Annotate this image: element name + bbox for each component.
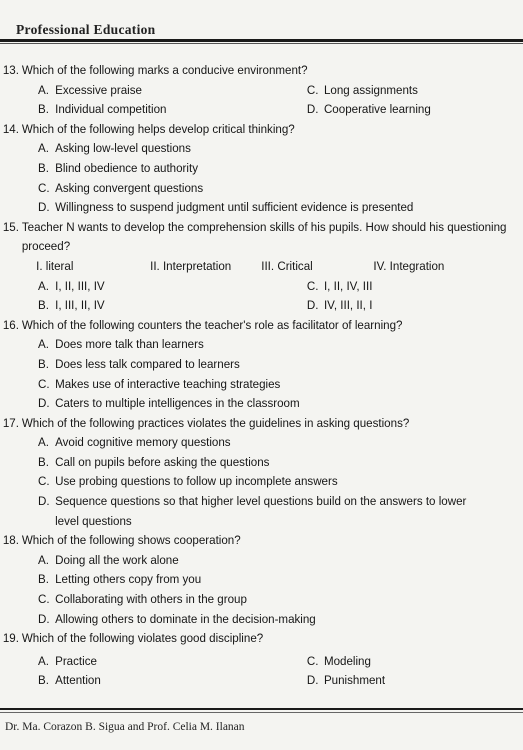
option-d: D. Punishment [306,673,386,688]
question-number: 17. [2,415,19,430]
level-literal: I. literal [36,258,74,273]
option-a: A. Excessive praise [38,82,142,97]
question-17 [0,414,497,532]
option-a: A. Does more talk than learners [38,337,204,352]
question-19 [0,629,497,691]
option-d: D. Allowing others to dominate in the decision-making [38,611,316,626]
option-c: C. Long assignments [306,82,418,97]
question-stem: Which of the following shows cooperation? [21,533,241,548]
option-b: B. I, III, II, IV [38,298,105,313]
option-c: C. Use probing questions to follow up incomplete answers [38,474,338,489]
comprehension-levels [0,257,497,277]
option-d: D. IV, III, II, I [306,298,373,313]
option-b: B. Individual competition [38,102,167,117]
option-c: C. Collaborating with others in the group [38,592,247,607]
level-integration: IV. Integration [373,258,445,273]
option-a: A. Practice [38,653,97,668]
footer-authors: Dr. Ma. Corazon B. Sigua and Prof. Celia M. Ilanan [5,721,245,733]
option-a: A. Asking low-level questions [38,141,191,156]
question-number: 14. [2,121,19,136]
question-stem: Which of the following marks a conducive environment? [21,63,308,77]
option-a: A. Doing all the work alone [38,552,179,567]
level-interpretation: II. Interpretation [150,258,232,273]
question-number: 19. [2,631,19,646]
option-c: C. Asking convergent questions [38,180,204,195]
question-15 [0,218,507,316]
question-number: 16. [2,317,19,332]
footer-rule-thin [0,712,523,713]
question-number: 15. [2,219,19,234]
question-number: 18. [2,533,19,548]
option-d: D. Willingness to suspend judgment until sufficient evidence is presented [38,200,414,215]
question-stem: Teacher N wants to develop the comprehension skills of his pupils. How should his questioning proceed? [21,219,507,254]
level-critical: III. Critical [261,258,313,273]
question-number: 13. [2,63,19,77]
question-stem: Which of the following helps develop critical thinking? [21,121,295,136]
page-footer [0,705,523,750]
question-16 [0,316,497,414]
header-rule-thin [0,43,523,44]
option-c: C. I, II, IV, III [306,278,373,293]
question-13 [0,61,497,120]
option-b: B. Attention [38,673,101,688]
option-d: D. Cooperative learning [306,102,431,117]
option-d: D. Caters to multiple intelligences in the classroom [38,396,300,411]
page-header [0,0,523,44]
header-title: Professional Education [16,22,156,37]
option-b: B. Letting others copy from you [38,572,202,587]
option-a: A. Avoid cognitive memory questions [38,435,231,450]
option-b: B. Blind obedience to authority [38,160,199,175]
option-c: C. Makes use of interactive teaching strategies [38,376,281,391]
header-rule [0,39,523,42]
option-c: C. Modeling [306,653,371,668]
question-stem: Which of the following practices violates the guidelines in asking questions? [21,415,410,430]
option-a: A. I, II, III, IV [38,278,105,293]
question-14 [0,120,497,218]
question-18 [0,531,497,629]
question-stem: Which of the following violates good discipline? [21,631,264,646]
question-stem: Which of the following counters the teacher's role as facilitator of learning? [21,317,403,332]
footer-rule [0,708,523,710]
option-d: D. Sequence questions so that higher level questions build on the answers to lower level questions [38,494,467,528]
option-b: B. Does less talk compared to learners [38,356,240,371]
option-b: B. Call on pupils before asking the questions [38,454,270,469]
questions-list [0,61,507,691]
